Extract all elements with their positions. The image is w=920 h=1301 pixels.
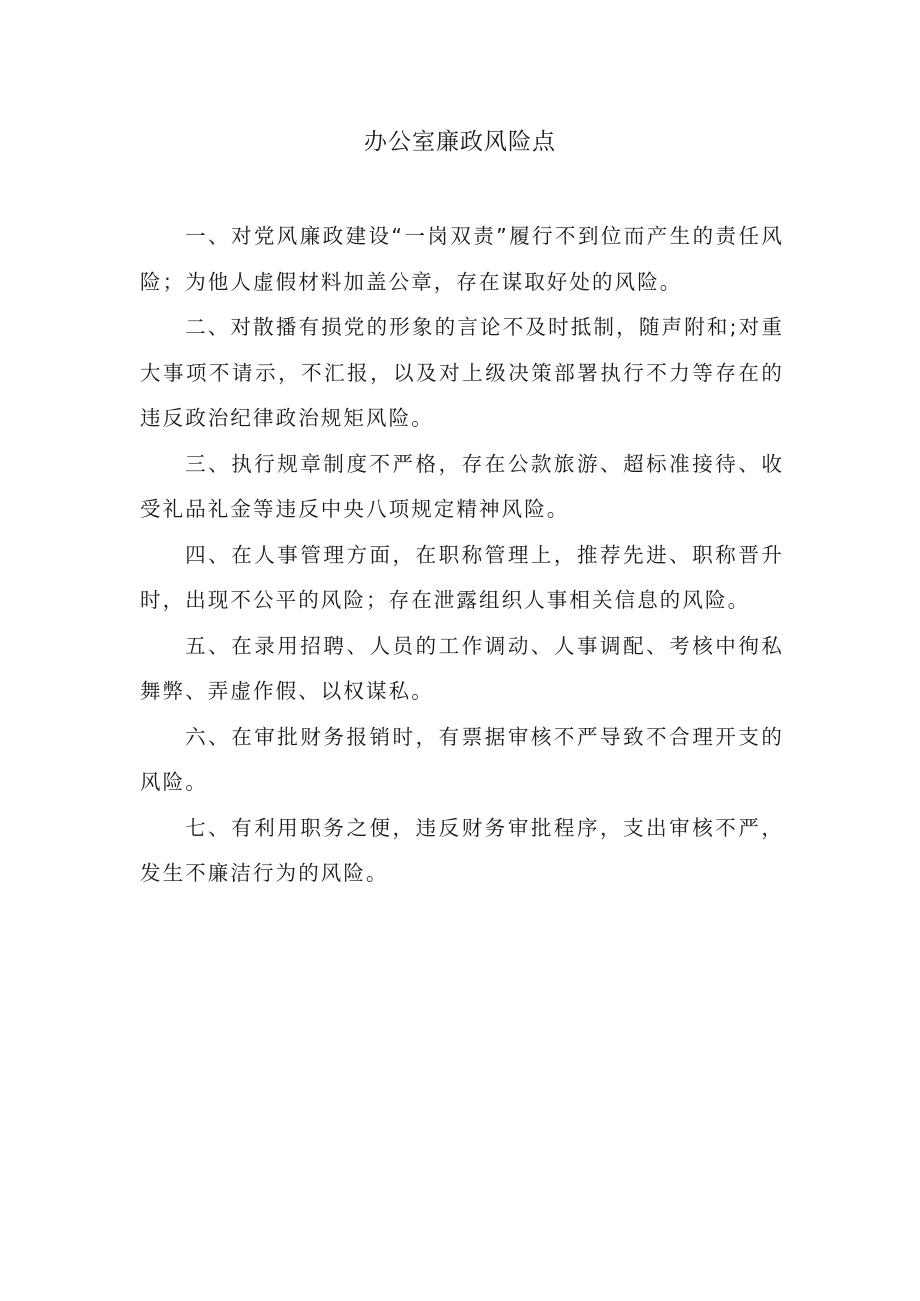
paragraph-6: 六、在审批财务报销时，有票据审核不严导致不合理开支的风险。 [140,724,784,794]
paragraph-5: 五、在录用招聘、人员的工作调动、人事调配、考核中徇私舞弊、弄虚作假、以权谋私。 [140,633,784,703]
paragraph-7: 七、有利用职务之便，违反财务审批程序，支出审核不严，发生不廉洁行为的风险。 [140,815,784,885]
document-body [140,214,784,897]
paragraph-4: 四、在人事管理方面，在职称管理上，推荐先进、职称晋升时，出现不公平的风险；存在泄露组织人事相关信息的风险。 [140,542,784,612]
paragraph-3: 三、执行规章制度不严格，存在公款旅游、超标准接待、收受礼品礼金等违反中央八项规定精神风险。 [140,451,784,521]
document-title: 办公室廉政风险点 [364,129,556,155]
paragraph-1: 一、对党风廉政建设“一岗双责”履行不到位而产生的责任风险；为他人虚假材料加盖公章，存在谋取好处的风险。 [140,224,784,294]
paragraph-2: 二、对散播有损党的形象的言论不及时抵制，随声附和;对重大事项不请示，不汇报，以及对上级决策部署执行不力等存在的违反政治纪律政治规矩风险。 [140,315,784,430]
